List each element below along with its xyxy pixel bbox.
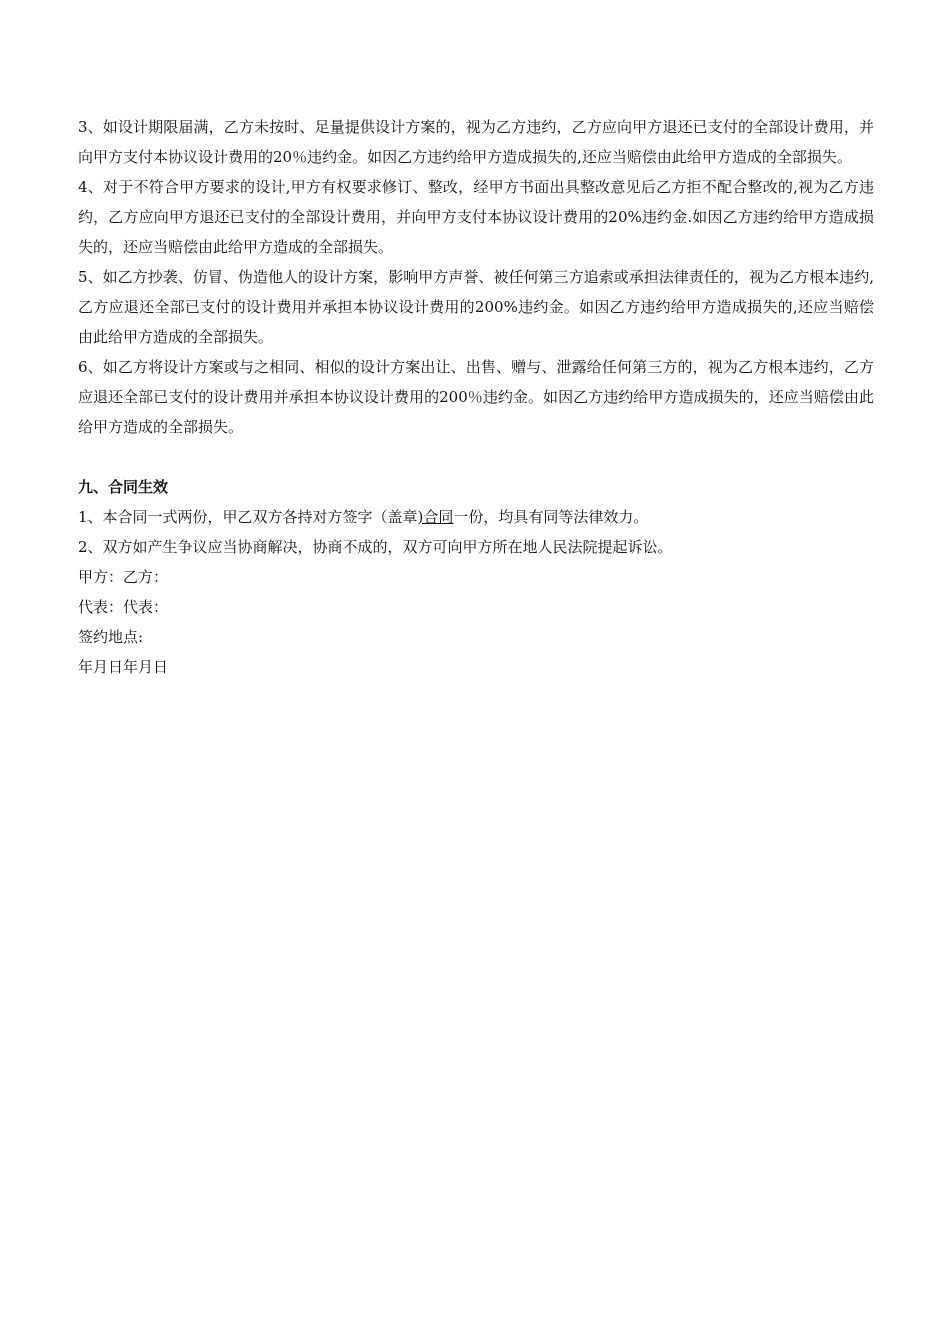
signature-location: 签约地点: — [78, 628, 144, 646]
clause-3: 3、如设计期限届满，乙方未按时、足量提供设计方案的，视为乙方违约，乙方应向甲方退还已支付的全部设计费用，并向甲方支付本协议设计费用的20％违约金。如因乙方违约给甲方造成损失的,还应当赔偿由此给甲方造成的全部损失。 — [78, 118, 874, 166]
item1-text-before: 1、本合同一式两份，甲乙双方各持对方签字（盖章 — [78, 508, 418, 526]
section-spacer — [78, 442, 874, 472]
clause-5: 5、如乙方抄袭、仿冒、伪造他人的设计方案，影响甲方声誉、被任何第三方追索或承担法律责任的，视为乙方根本违约,乙方应退还全部已支付的设计费用并承担本协议设计费用的200%违约金。如因乙方违约给甲方造成损失的,还应当赔偿由此给甲方造成的全部损失。 — [78, 268, 874, 346]
section-heading: 九、合同生效 — [78, 478, 169, 496]
section9-item-2: 2、双方如产生争议应当协商解决，协商不成的，双方可向甲方所在地人民法院提起诉讼。 — [78, 538, 673, 556]
clause-6: 6、如乙方将设计方案或与之相同、相似的设计方案出让、出售、赠与、泄露给任何第三方的，视为乙方根本违约，乙方应退还全部已支付的设计费用并承担本协议设计费用的200％违约金。如因乙方违约给甲方造成损失的，还应当赔偿由此给甲方造成的全部损失。 — [78, 358, 874, 436]
signature-representatives: 代表：代表： — [78, 598, 169, 616]
contract-link[interactable]: )合同 — [417, 508, 454, 526]
clause-4: 4、对于不符合甲方要求的设计,甲方有权要求修订、整改，经甲方书面出具整改意见后乙方拒不配合整改的,视为乙方违约，乙方应向甲方退还已支付的全部设计费用，并向甲方支付本协议设计费用的20%违约金.如因乙方违约给甲方造成损失的，还应当赔偿由此给甲方造成的全部损失。 — [78, 178, 874, 256]
document-body — [78, 112, 874, 682]
signature-dates: 年月日年月日 — [78, 658, 169, 676]
signature-parties: 甲方：乙方： — [78, 568, 169, 586]
item1-text-after: 一份，均具有同等法律效力。 — [453, 508, 649, 526]
section9-item-1 — [78, 502, 874, 532]
